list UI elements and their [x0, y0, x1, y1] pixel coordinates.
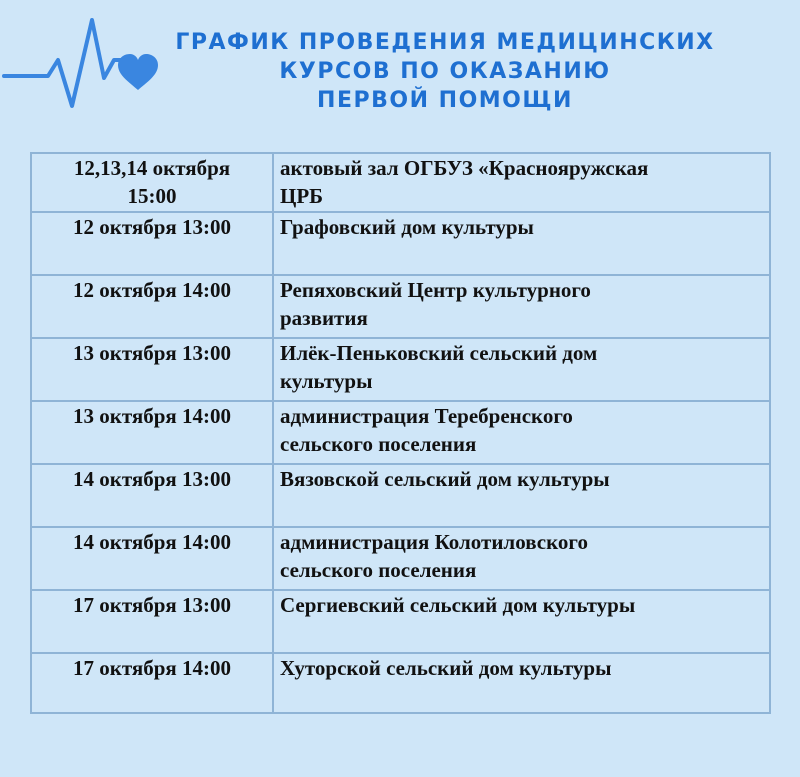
date-text: 13 октября 13:00: [72, 341, 232, 365]
table-row: [31, 275, 770, 338]
date-cell: [31, 275, 273, 338]
date-cell: [31, 653, 273, 713]
date-cell: [31, 527, 273, 590]
table-row: [31, 338, 770, 401]
schedule-table: [30, 152, 771, 714]
place-cell: [273, 153, 770, 212]
place-cell: [273, 464, 770, 527]
table-row: [31, 590, 770, 653]
page-title: [150, 28, 740, 115]
place-text: администрация Колотиловского: [280, 530, 588, 554]
place-text: актовый зал ОГБУЗ «Краснояружская: [280, 156, 649, 180]
place-text-continued: сельского поселения: [280, 432, 477, 456]
date-cell: [31, 401, 273, 464]
table-row: [31, 464, 770, 527]
place-text: администрация Теребренского: [280, 404, 573, 428]
time-text: 15:00: [127, 184, 177, 208]
date-text: 13 октября 14:00: [72, 404, 232, 428]
date-cell: [31, 153, 273, 212]
table-row: [31, 153, 770, 212]
place-text-continued: сельского поселения: [280, 558, 477, 582]
date-cell: [31, 212, 273, 275]
place-text-continued: ЦРБ: [280, 184, 324, 208]
title-line-3: ПЕРВОЙ ПОМОЩИ: [317, 88, 573, 113]
date-text: 14 октября 14:00: [72, 530, 232, 554]
place-text: Хуторской сельский дом культуры: [280, 656, 612, 680]
date-text: 17 октября 14:00: [72, 656, 232, 680]
place-text-continued: культуры: [280, 369, 373, 393]
date-text: 17 октября 13:00: [72, 593, 232, 617]
date-text: 14 октября 13:00: [72, 467, 232, 491]
heartbeat-pulse-icon: [0, 8, 170, 128]
date-cell: [31, 338, 273, 401]
place-cell: [273, 212, 770, 275]
header: [0, 0, 800, 150]
table-row: [31, 401, 770, 464]
place-cell: [273, 275, 770, 338]
table-row: [31, 527, 770, 590]
place-text: Илёк-Пеньковский сельский дом: [280, 341, 598, 365]
date-text: 12,13,14 октября: [73, 156, 231, 180]
place-cell: [273, 653, 770, 713]
date-cell: [31, 464, 273, 527]
place-text: Вязовской сельский дом культуры: [280, 467, 610, 491]
place-cell: [273, 338, 770, 401]
date-text: 12 октября 14:00: [72, 278, 232, 302]
title-line-1: ГРАФИК ПРОВЕДЕНИЯ МЕДИЦИНСКИХ: [175, 30, 715, 55]
date-cell: [31, 590, 273, 653]
place-cell: [273, 527, 770, 590]
place-cell: [273, 590, 770, 653]
table-row: [31, 212, 770, 275]
title-line-2: КУРСОВ ПО ОКАЗАНИЮ: [279, 59, 611, 84]
place-text: Графовский дом культуры: [280, 215, 534, 239]
place-cell: [273, 401, 770, 464]
place-text-continued: развития: [280, 306, 368, 330]
date-text: 12 октября 13:00: [72, 215, 232, 239]
place-text: Сергиевский сельский дом культуры: [280, 593, 636, 617]
place-text: Репяховский Центр культурного: [280, 278, 591, 302]
table-row: [31, 653, 770, 713]
